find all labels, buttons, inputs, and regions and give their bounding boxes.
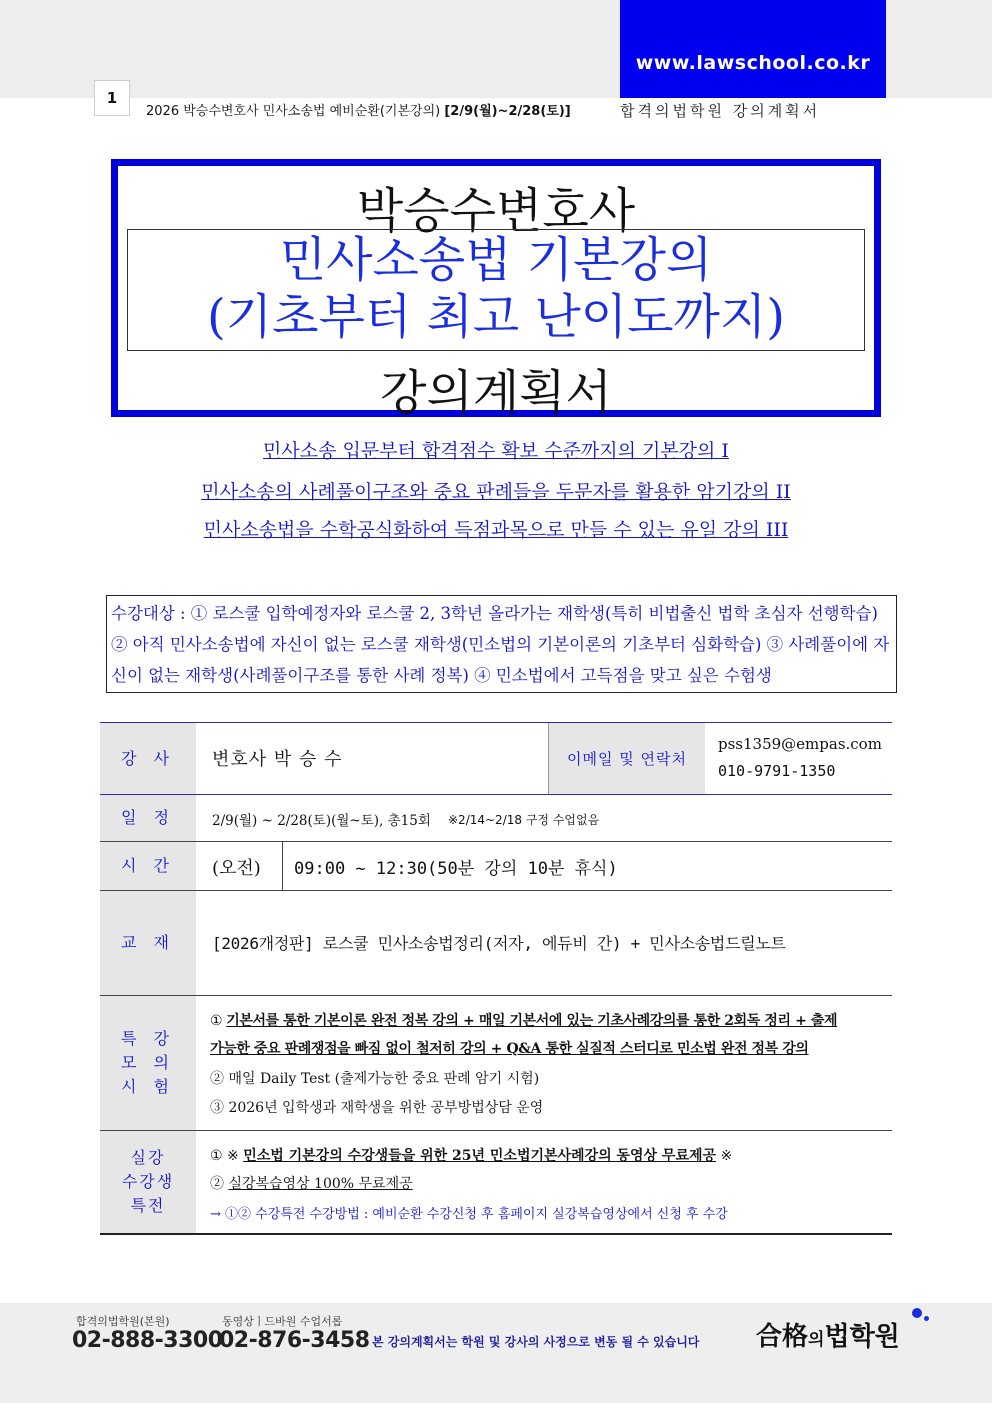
footer-note: 본 강의계획서는 학원 및 강사의 사정으로 변동 될 수 있습니다 [372,1335,700,1349]
title-inner-box [127,229,865,351]
title-course: 민사소송법 기본강의 [279,232,713,288]
row-instructor [100,723,892,794]
header-right-title: 합격의법학원 강의계획서 [620,102,821,120]
logo-dot-icon [912,1308,922,1318]
website-url[interactable]: www.lawschool.co.kr [635,52,871,74]
footer-phone-main[interactable]: 02-888-3300 [72,1328,223,1353]
time-period: (오전) [212,858,261,879]
course-line-dates: [2/9(월)~2/28(토)] [444,104,571,119]
page-number: 1 [94,80,130,116]
academy-logo[interactable]: 合格의법학원 [756,1322,900,1352]
benefit-label: 실강 수강생 특전 [100,1131,196,1233]
title-course-sub: (기초부터 최고 난이도까지) [206,289,786,345]
instructor-label: 강 사 [100,723,196,794]
table-bottom-border [100,1233,892,1235]
textbook-label: 교 재 [100,891,196,995]
title-plan: 강의계획서 [380,365,612,421]
course-line [146,100,571,119]
benefit-item-1: ① ※ 민소법 기본강의 수강생들을 위한 25년 민소법기본사례강의 동영상 무료제공 ※ [210,1148,733,1164]
footer-label-video: 동영상ㅣ드바원 수업서롭 [222,1315,343,1328]
special-item-1-line-2: 가능한 중요 판례쟁점을 빠짐 없이 철저히 강의 + Q&A 통한 실질적 스터디로 민소법 완전 정복 강의 [210,1041,809,1057]
row-schedule [100,795,892,841]
instructor-name: 변호사 박 승 수 [212,749,343,770]
time-value: 09:00 ~ 12:30(50분 강의 10분 휴식) [294,859,618,879]
subtitle-3: 민사소송법을 수학공식화하여 득점과목으로 만들 수 있는 유일 강의 III [203,519,789,541]
footer-label-main: 합격의법학원(본원) [76,1315,170,1328]
special-item-1-line-1: ① 기본서를 통한 기본이론 완전 정복 강의 + 매일 기본서에 있는 기초사례강의를 통한 2회독 정리 + 출제 [210,1013,838,1029]
special-item-3: ③ 2026년 입학생과 재학생을 위한 공부방법상담 운영 [210,1100,544,1116]
course-line-prefix: 2026 박승수변호사 민사소송법 예비순환(기본강의) [146,104,445,119]
target-audience-box: 수강대상 : ① 로스쿨 입학예정자와 로스쿨 2, 3학년 올라가는 재학생(특히 비법출신 법학 초심자 선행학습) ② 아직 민사소송법에 자신이 없는 로스쿨 재학생(민소법의 기본이론의 기초부터 심화학습) ③ 사례풀이에 자신이 없는 재학생(사례풀이구조를 통한 사례 정복) ④ 민소법에서 고득점을 맞고 싶은 수험생 [106,595,897,693]
subtitle-1: 민사소송 입문부터 합격점수 확보 수준까지의 기본강의 I [263,440,729,462]
time-divider [282,842,283,890]
special-item-2: ② 매일 Daily Test (출제가능한 중요 판례 암기 시험) [210,1071,540,1087]
benefit-item-2: ② 실강복습영상 100% 무료제공 [210,1176,413,1192]
time-label: 시 간 [100,842,196,890]
subtitle-2: 민사소송의 사례풀이구조와 중요 판례들을 두문자를 활용한 암기강의 II [201,481,791,503]
schedule-value: 2/9(월) ~ 2/28(토)(월~토), 총15회 [212,813,431,829]
schedule-note: ※2/14~2/18 구정 수업없음 [448,813,600,827]
phone[interactable]: 010-9791-1350 [718,762,836,780]
special-label: 특 강 모 의 시 험 [100,996,196,1130]
schedule-label: 일 정 [100,795,196,841]
footer-phone-video[interactable]: 02-876-3458 [219,1328,370,1353]
row-benefits [100,1131,892,1233]
logo-dot-small-icon [924,1316,929,1321]
row-special [100,996,892,1130]
row-time [100,842,892,890]
textbook-value: [2026개정판] 로스쿨 민사소송법정리(저자, 에듀비 간) + 민사소송법드릴노트 [212,934,786,953]
title-box [111,159,881,421]
title-instructor: 박승수변호사 [356,183,636,239]
benefit-item-3: → ①② 수강특전 수강방법 : 예비순환 수강신청 후 홈페이지 실강복습영상에서 신청 후 수강 [210,1207,728,1222]
row-textbook [100,891,892,995]
contact-label: 이메일 및 연락처 [548,723,705,794]
email[interactable]: pss1359@empas.com [718,735,882,753]
url-banner[interactable] [620,0,886,98]
